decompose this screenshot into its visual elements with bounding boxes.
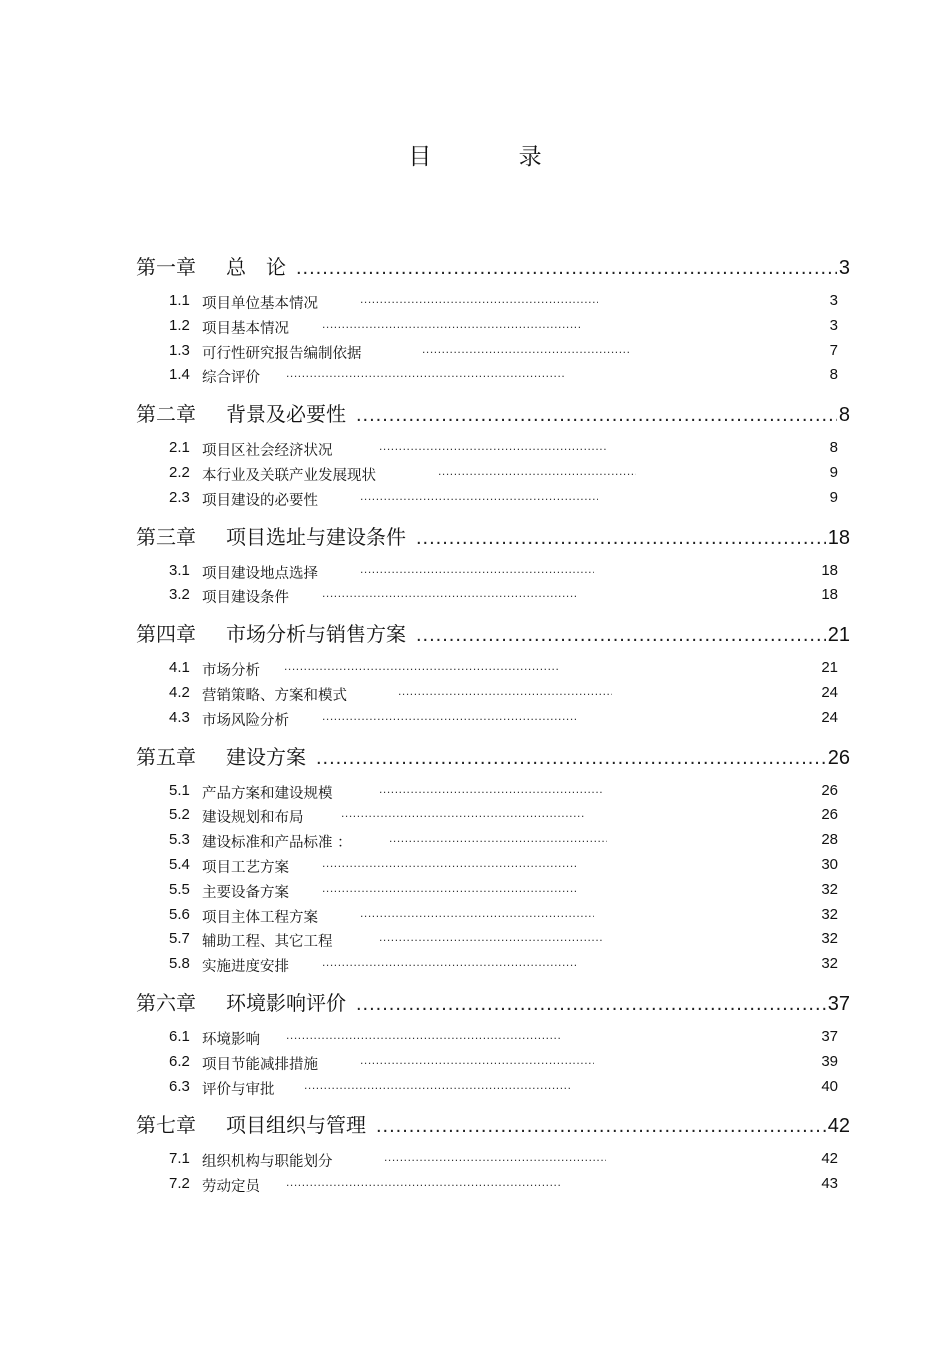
- section-title: 建设标准和产品标准 ：: [202, 835, 352, 852]
- section-list: [136, 1020, 850, 1108]
- section-number: 1.1: [169, 292, 190, 309]
- section-number: 6.3: [169, 1077, 190, 1095]
- chapter-entry[interactable]: [136, 987, 850, 1020]
- section-entry[interactable]: [136, 881, 850, 906]
- section-page-number: 3: [829, 292, 838, 309]
- dot-leader: [416, 527, 826, 550]
- section-number: 5.5: [169, 880, 190, 898]
- section-page-number: 39: [821, 1052, 838, 1070]
- section-list: [136, 284, 850, 397]
- dot-leader: [356, 404, 837, 427]
- section-entry[interactable]: [136, 366, 850, 391]
- section-number: 5.1: [169, 781, 190, 799]
- dot-leader: [398, 684, 612, 698]
- chapter-number: 第四章: [136, 622, 196, 647]
- section-title: 主要设备方案: [202, 884, 289, 901]
- section-title: 产品方案和建设规模: [202, 785, 333, 802]
- dot-leader: [286, 1028, 560, 1042]
- toc-title: 目 录: [408, 144, 582, 170]
- chapter-entry[interactable]: [136, 1109, 850, 1142]
- dot-leader: [316, 747, 826, 770]
- chapter-title: 市场分析与销售方案: [226, 622, 406, 647]
- dot-leader: [416, 624, 826, 647]
- section-number: 2.2: [169, 463, 190, 481]
- section-list: [136, 651, 850, 739]
- chapter-entry[interactable]: [136, 741, 850, 774]
- section-entry[interactable]: [136, 586, 850, 611]
- chapter-entry[interactable]: [136, 521, 850, 554]
- section-page-number: 9: [829, 463, 838, 481]
- dot-leader: [379, 930, 603, 944]
- chapter-entry[interactable]: [136, 251, 850, 284]
- dot-leader: [322, 856, 576, 870]
- section-title: 营销策略、方案和模式: [202, 687, 347, 704]
- section-page-number: 26: [821, 781, 838, 799]
- dot-leader: [322, 586, 576, 600]
- dot-leader: [379, 782, 603, 796]
- chapter-number: 第五章: [136, 744, 196, 769]
- section-page-number: 43: [821, 1175, 838, 1193]
- section-entry[interactable]: [136, 464, 850, 489]
- section-page-number: 32: [821, 955, 838, 973]
- section-entry[interactable]: [136, 1175, 850, 1200]
- dot-leader: [341, 806, 585, 820]
- section-number: 5.6: [169, 905, 190, 923]
- section-number: 6.2: [169, 1052, 190, 1070]
- section-number: 2.3: [169, 488, 190, 506]
- section-entry[interactable]: [136, 439, 850, 464]
- dot-leader: [384, 1150, 606, 1164]
- section-page-number: 40: [821, 1077, 838, 1095]
- section-number: 1.2: [169, 316, 190, 334]
- section-entry[interactable]: [136, 659, 850, 684]
- section-number: 5.3: [169, 831, 190, 849]
- dot-leader: [360, 906, 594, 920]
- dot-leader: [296, 257, 837, 280]
- section-title: 评价与审批: [202, 1081, 275, 1098]
- dot-leader: [322, 317, 580, 331]
- section-title: 项目节能减排措施: [202, 1056, 318, 1073]
- dot-leader: [360, 489, 598, 503]
- section-entry[interactable]: [136, 906, 850, 931]
- chapter-title: 建设方案: [226, 744, 306, 769]
- section-page-number: 30: [821, 855, 838, 873]
- section-number: 6.1: [169, 1027, 190, 1045]
- section-title: 可行性研究报告编制依据: [202, 345, 362, 362]
- section-number: 4.1: [169, 659, 190, 677]
- dot-leader: [360, 1053, 594, 1067]
- dot-leader: [286, 366, 566, 380]
- dot-leader: [360, 292, 598, 306]
- section-entry[interactable]: [136, 342, 850, 367]
- section-page-number: 18: [821, 586, 838, 604]
- section-page-number: 32: [821, 930, 838, 948]
- chapter-title: 总 论: [226, 255, 286, 279]
- section-number: 2.1: [169, 439, 190, 457]
- section-number: 5.2: [169, 806, 190, 824]
- section-entry[interactable]: [136, 782, 850, 807]
- section-title: 劳动定员: [202, 1179, 260, 1196]
- section-page-number: 9: [829, 488, 838, 506]
- section-page-number: 28: [821, 831, 838, 849]
- section-title: 辅助工程、其它工程: [202, 934, 333, 951]
- section-title: 市场分析: [202, 663, 260, 680]
- chapter-page-number: 21: [827, 624, 850, 647]
- chapter-title: 项目选址与建设条件: [226, 524, 406, 549]
- dot-leader: [360, 562, 594, 576]
- section-title: 实施进度安排: [202, 959, 289, 976]
- section-page-number: 24: [821, 708, 838, 726]
- chapter-entry[interactable]: [136, 618, 850, 651]
- chapter-page-number: 26: [827, 746, 850, 769]
- section-entry[interactable]: [136, 709, 850, 734]
- section-number: 3.1: [169, 561, 190, 579]
- section-entry[interactable]: [136, 1150, 850, 1175]
- dot-leader: [286, 1175, 560, 1189]
- section-number: 5.4: [169, 855, 190, 873]
- dot-leader: [322, 955, 576, 969]
- section-page-number: 42: [821, 1150, 838, 1168]
- section-number: 4.2: [169, 683, 190, 701]
- section-title: 本行业及关联产业发展现状: [202, 467, 376, 484]
- chapter-page-number: 18: [827, 526, 850, 549]
- dot-leader: [322, 881, 576, 895]
- section-entry[interactable]: [136, 930, 850, 955]
- section-title: 项目区社会经济状况: [202, 443, 333, 460]
- dot-leader: [422, 342, 630, 356]
- chapter-number: 第一章: [136, 255, 196, 279]
- section-title: 建设规划和布局: [202, 810, 304, 827]
- section-list: [136, 431, 850, 519]
- dot-leader: [379, 439, 607, 453]
- section-entry[interactable]: [136, 856, 850, 881]
- section-entry[interactable]: [136, 684, 850, 709]
- chapter-page-number: 3: [838, 257, 850, 279]
- chapter-page-number: 37: [827, 992, 850, 1015]
- chapter-number: 第二章: [136, 402, 196, 427]
- dot-leader: [438, 464, 636, 478]
- section-entry[interactable]: [136, 1078, 850, 1103]
- section-title: 项目建设条件: [202, 590, 289, 607]
- section-number: 1.4: [169, 366, 190, 384]
- chapter-page-number: 42: [827, 1115, 850, 1138]
- section-number: 4.3: [169, 708, 190, 726]
- chapter-number: 第六章: [136, 990, 196, 1015]
- section-page-number: 37: [821, 1027, 838, 1045]
- dot-leader: [284, 659, 558, 673]
- table-of-contents: [136, 250, 850, 1206]
- chapter-number: 第七章: [136, 1113, 196, 1138]
- section-title: 项目建设的必要性: [202, 492, 318, 509]
- section-page-number: 8: [829, 439, 838, 457]
- section-entry[interactable]: [136, 831, 850, 856]
- section-title: 项目主体工程方案: [202, 909, 318, 926]
- section-entry[interactable]: [136, 489, 850, 514]
- chapter-title: 背景及必要性: [226, 402, 346, 427]
- section-number: 1.3: [169, 341, 190, 359]
- section-title: 综合评价: [202, 370, 260, 387]
- chapter-title: 项目组织与管理: [226, 1113, 366, 1138]
- section-title: 组织机构与职能划分: [202, 1154, 333, 1171]
- section-list: [136, 774, 850, 986]
- section-page-number: 8: [829, 366, 838, 384]
- section-page-number: 24: [821, 683, 838, 701]
- section-number: 5.8: [169, 955, 190, 973]
- section-page-number: 18: [821, 561, 838, 579]
- section-title: 项目工艺方案: [202, 859, 289, 876]
- section-page-number: 32: [821, 905, 838, 923]
- section-page-number: 7: [829, 341, 838, 359]
- section-entry[interactable]: [136, 292, 850, 317]
- section-number: 5.7: [169, 930, 190, 948]
- dot-leader: [356, 993, 826, 1016]
- section-list: [136, 1142, 850, 1206]
- section-title: 环境影响: [202, 1031, 260, 1048]
- chapter-entry[interactable]: [136, 398, 850, 431]
- dot-leader: [322, 709, 576, 723]
- section-number: 3.2: [169, 586, 190, 604]
- section-number: 7.2: [169, 1175, 190, 1193]
- dot-leader: [304, 1078, 570, 1092]
- chapter-title: 环境影响评价: [226, 990, 346, 1015]
- section-entry[interactable]: [136, 1053, 850, 1078]
- section-title: 项目建设地点选择: [202, 565, 318, 582]
- dot-leader: [389, 831, 607, 845]
- section-page-number: 21: [821, 659, 838, 677]
- section-title: 项目单位基本情况: [202, 296, 318, 312]
- section-list: [136, 554, 850, 618]
- section-page-number: 26: [821, 806, 838, 824]
- section-entry[interactable]: [136, 317, 850, 342]
- chapter-page-number: 8: [838, 404, 850, 427]
- section-page-number: 32: [821, 880, 838, 898]
- section-entry[interactable]: [136, 1028, 850, 1053]
- section-number: 7.1: [169, 1150, 190, 1168]
- section-title: 项目基本情况: [202, 320, 289, 337]
- section-entry[interactable]: [136, 562, 850, 587]
- chapter-number: 第三章: [136, 524, 196, 549]
- section-page-number: 3: [829, 316, 838, 334]
- section-entry[interactable]: [136, 955, 850, 980]
- dot-leader: [376, 1115, 826, 1138]
- section-entry[interactable]: [136, 806, 850, 831]
- section-title: 市场风险分析: [202, 712, 289, 729]
